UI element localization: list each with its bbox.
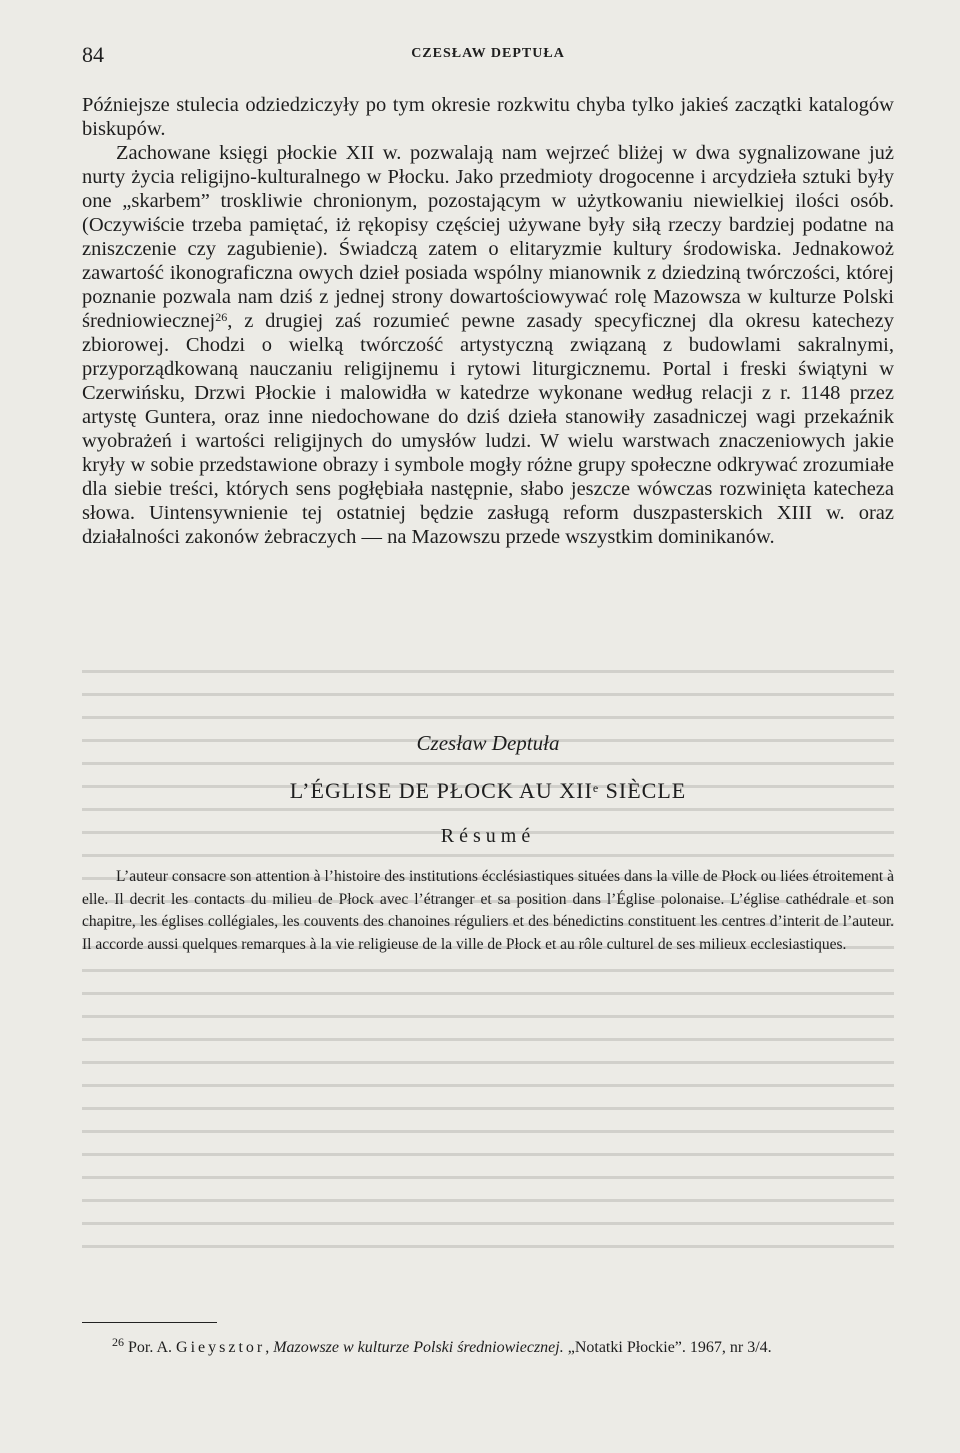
summary-author: Czesław Deptuła <box>416 731 560 755</box>
footnote-number: 26 <box>112 1335 124 1349</box>
paragraph-2-text-a: Zachowane księgi płockie XII w. pozwalają nam wejrzeć bliżej w dwa sygnalizowane już nurty życia religijno-kulturalnego w Płocku. Jako przedmioty drogocenne i arcydzieła sztuki były one „skarbem” troskliwie chronionym, pozostającym w użytkowaniu niewielkiej ilości osób. (Oczywiście trzeba pamiętać, iż rękopisy częściej używane były siłą rzeczy bardziej podatne na zniszczenie czy zagubienie). Świadczą zatem o elitaryzmie kultury środowiska. Jednakowoż zawartość ikonograficzna owych dzieł posiada wspólny mianownik z dziedziną twórczości, której poznanie pozwala nam dziś z jednej strony dowartościowywać rolę Mazowsza w kulturze Polski średniowiecznej <box>82 142 894 332</box>
footnote-work-title: Mazowsze w kulturze Polski średniowiecznej. <box>273 1339 564 1356</box>
running-head <box>82 38 894 68</box>
page-number: 84 <box>82 42 104 67</box>
paragraph-1: Późniejsze stulecia odziedziczyły po tym okresie rozkwitu chyba tylko jakieś zaczątki katalogów biskupów. <box>82 94 894 140</box>
summary-title-superscript: e <box>592 781 600 795</box>
summary-title <box>82 778 894 804</box>
summary-label: Résumé <box>440 825 536 847</box>
body-text <box>82 93 894 549</box>
footnote-rest: „Notatki Płockie”. 1967, nr 3/4. <box>563 1339 772 1356</box>
footnote-separator: , <box>265 1339 274 1356</box>
footnote <box>82 1337 894 1359</box>
footnote-prefix: Por. A. <box>124 1339 177 1356</box>
summary-text: L’auteur consacre son attention à l’histoire des institutions écclésiastiques situées dans la ville de Płock ou liées étroitement à elle. Il decrit les contacts du milieu de Płock avec l’étranger et sa position dans l’Église polonaise. L’église cathédrale et son chapitre, les églises collégiales, les couvents des chanoines réguliers et des bénedictins constituent les centres d’interit de l’auteur. Il accorde aussi quelques remarques à la vie religieuse de la ville de Płock et au rôle culturel de ses milieux ecclesiastiques. <box>82 868 894 953</box>
footnote-author: Gieysztor <box>176 1339 266 1356</box>
running-title: CZESŁAW DEPTUŁA <box>411 46 565 61</box>
paragraph-2 <box>82 141 894 549</box>
footnote-rule <box>82 1322 217 1323</box>
bleed-through-text <box>82 670 894 1310</box>
paragraph-2-text-b: , z drugiej zaś rozumieć pewne zasady specyficznej dla okresu katechezy zbiorowej. Chodzi o wielką twórczość artystyczną związaną z budowlami sakralnymi, przyporządkowaną nauczaniu religijnemu i rytowi liturgicznemu. Portal i freski świątyni w Czerwińsku, Drzwi Płockie i malowidła w katedrze wykonane według relacji z r. 1148 przez artystę Guntera, oraz inne niedochowane do dziś dzieła stanowiły zasadniczej wagi przekaźnik wyobrażeń i wartości religijnych do umysłów ludzi. W wielu warstwach znaczeniowych jakie kryły w sobie przedstawione obrazy i symbole mogły różne grupy społeczne odkrywać zrozumiałe dla siebie treści, których sens pogłębiała następnie, słabo jeszcze wówczas rozwinięta katecheza słowa. Uintensywnienie tej ostatniej będzie zasługą reform duszpasterskich XIII w. oraz działalności zakonów żebraczych — na Mazowszu przede wszystkim dominikanów. <box>82 310 894 548</box>
footnote-reference: 26 <box>215 310 228 324</box>
summary-title-end: SIÈCLE <box>599 778 687 803</box>
summary-title-main: L’ÉGLISE DE PŁOCK AU XII <box>289 778 593 803</box>
